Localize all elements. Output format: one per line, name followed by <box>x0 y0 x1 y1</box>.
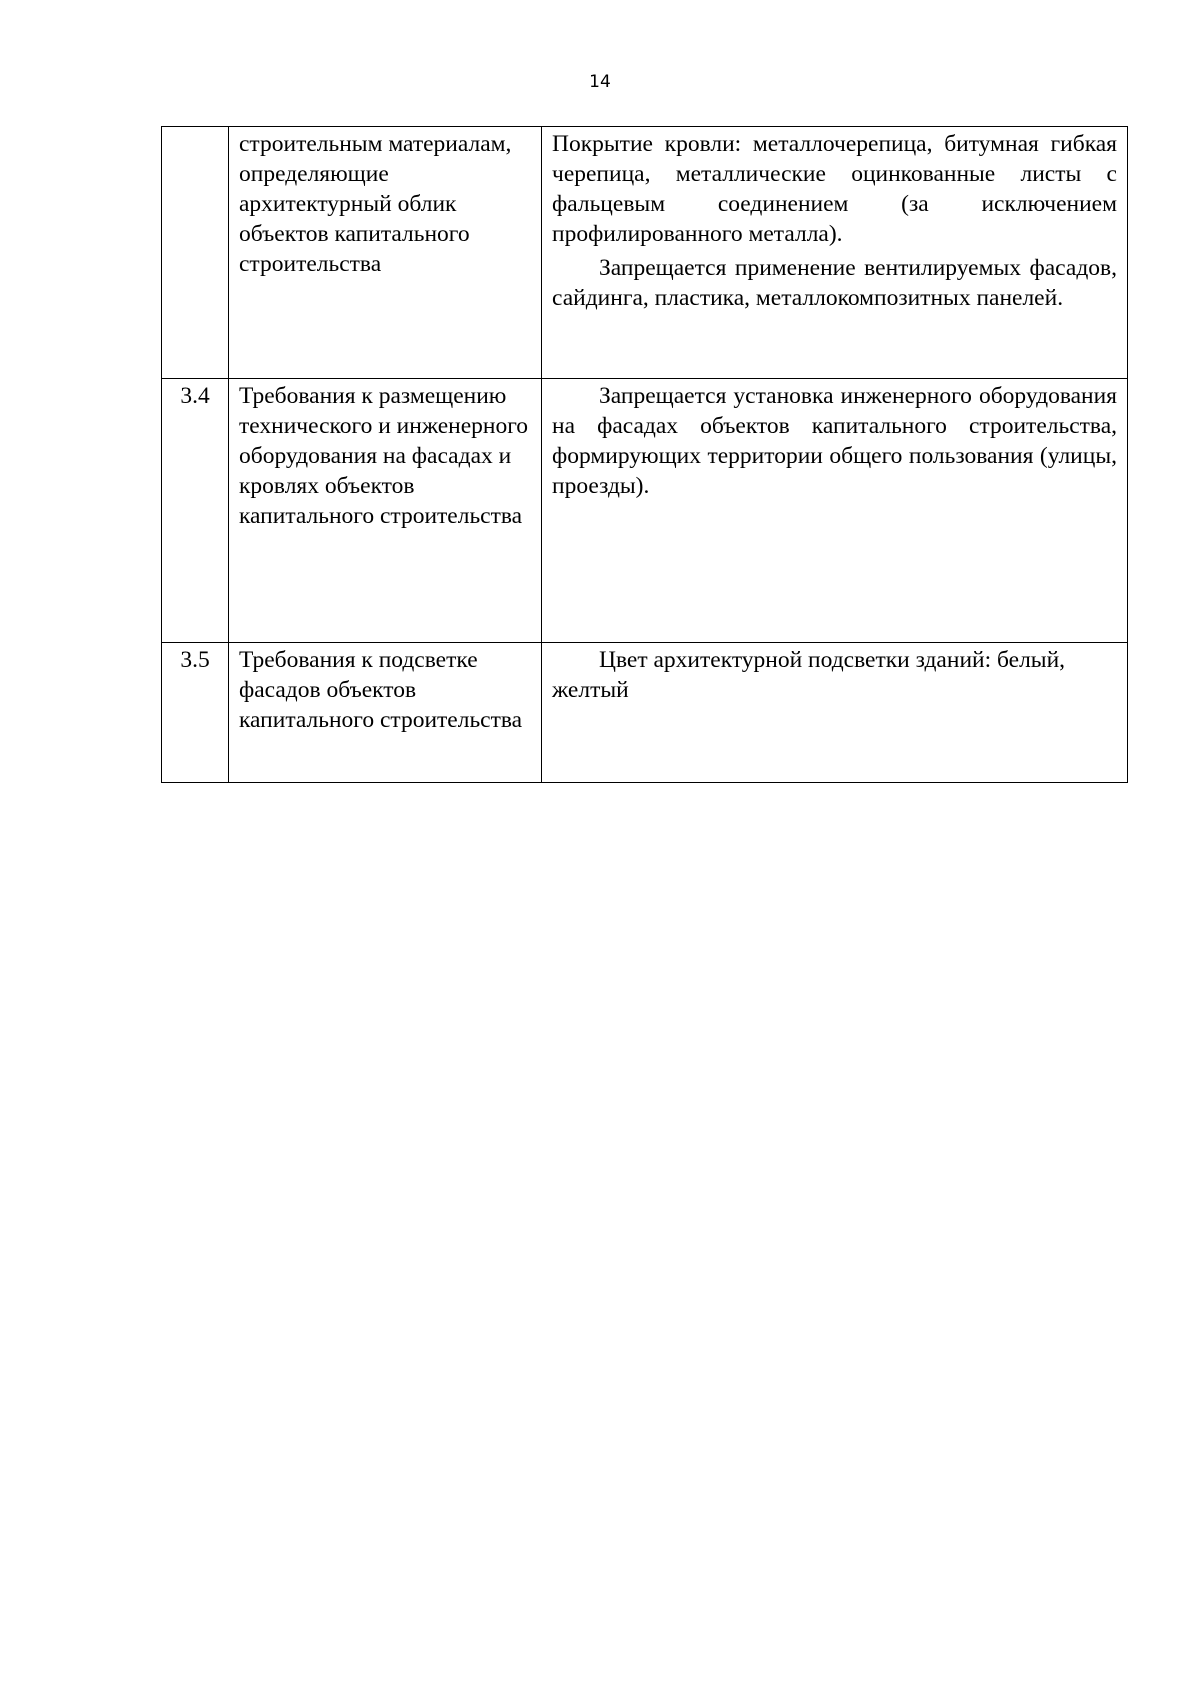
requirement-paragraph: Запрещается применение вентилируемых фасадов, сайдинга, пластика, металлокомпозитных панелей. <box>552 255 1117 311</box>
requirement-paragraph: Запрещается установка инженерного оборудования на фасадах объектов капитального строительства, формирующих территории общего пользования (улицы, проезды). <box>552 383 1117 499</box>
table-row <box>162 127 1128 379</box>
row-number <box>162 127 229 379</box>
requirement-name: Требования к подсветке фасадов объектов капитального строительства <box>229 643 542 783</box>
requirement-paragraph: Покрытие кровли: металлочерепица, битумная гибкая черепица, металлические оцинкованные листы с фальцевым соединением (за исключением профилированного металла). <box>552 131 1117 247</box>
requirement-text <box>542 643 1128 783</box>
table-row <box>162 379 1128 643</box>
requirement-paragraph: Цвет архитектурной подсветки зданий: белый, желтый <box>552 647 1066 703</box>
requirement-text <box>542 379 1128 643</box>
requirement-name: строительным материалам, определяющие архитектурный облик объектов капитального строительства <box>229 127 542 379</box>
page-number: 14 <box>589 72 611 92</box>
requirement-text <box>542 127 1128 379</box>
requirements-table <box>161 126 1128 783</box>
table-row <box>162 643 1128 783</box>
row-number: 3.5 <box>162 643 229 783</box>
requirement-name: Требования к размещению технического и инженерного оборудования на фасадах и кровлях объектов капитального строительства <box>229 379 542 643</box>
row-number: 3.4 <box>162 379 229 643</box>
